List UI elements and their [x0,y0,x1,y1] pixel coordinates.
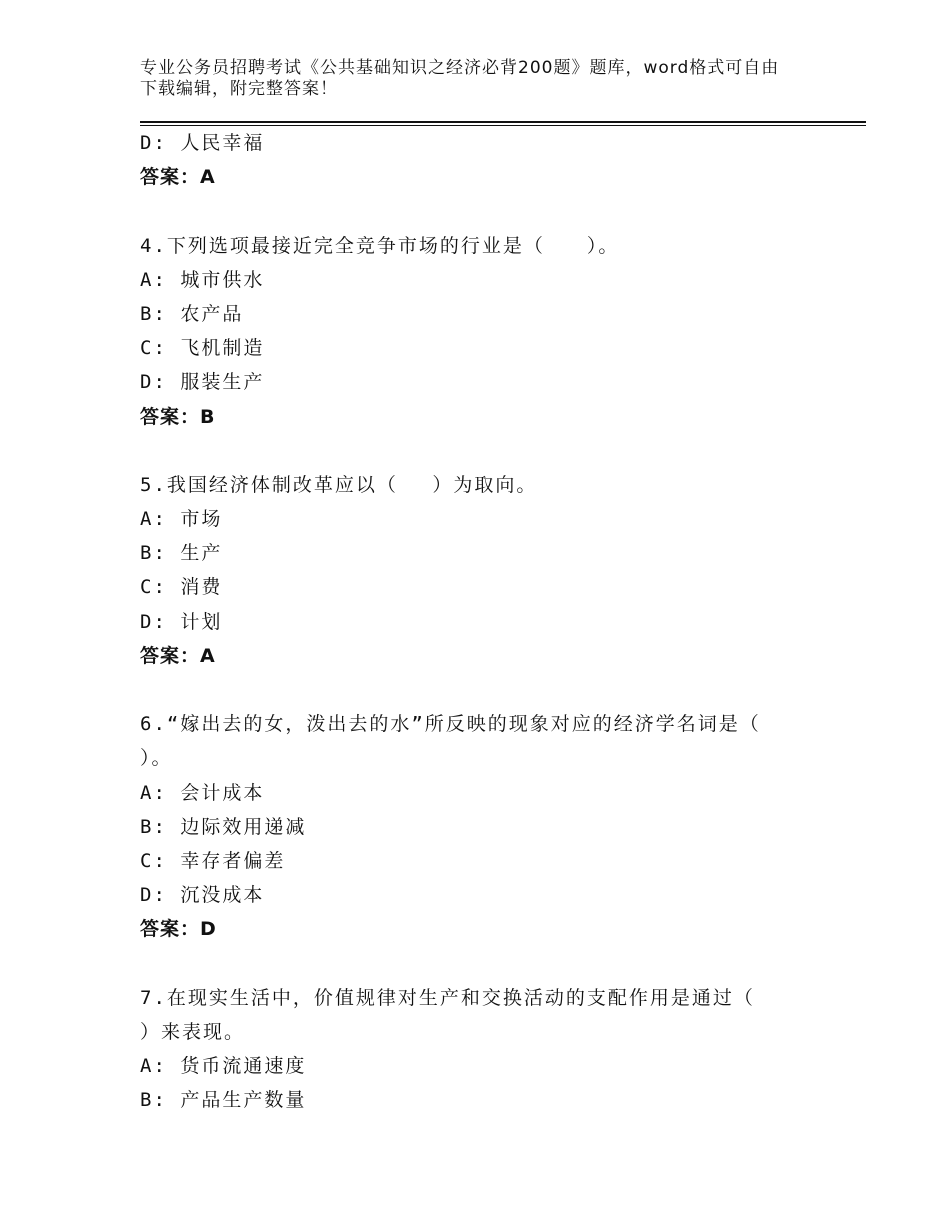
option-d: D: 服装生产 [140,371,265,394]
question-7 [140,981,840,1118]
question-stem: 6.“嫁出去的女，泼出去的水”所反映的现象对应的经济学名词是（ [140,713,761,736]
option-d: D: 计划 [140,610,223,633]
question-stem-continued: ）来表现。 [140,1020,246,1043]
option-a: A: 市场 [140,508,223,531]
option-c: C: 幸存者偏差 [140,849,286,872]
answer: 答案：A [140,166,216,189]
option-a: A: 货币流通速度 [140,1055,307,1078]
document-header [140,58,830,100]
question-stem: 4.下列选项最接近完全竞争市场的行业是（ ）。 [140,234,620,257]
option-d: D: 沉没成本 [140,884,265,907]
spacer [140,673,840,707]
option-a: A: 会计成本 [140,781,265,804]
question-stem: 5.我国经济体制改革应以（ ）为取向。 [140,473,538,496]
question-5 [140,468,840,673]
question-stem: 7.在现实生活中，价值规律对生产和交换活动的支配作用是通过（ [140,986,755,1009]
spacer [140,947,840,981]
option-b: B: 边际效用递减 [140,815,307,838]
question-4 [140,229,840,434]
question-list [140,126,840,1117]
answer: 答案：D [140,918,217,941]
option-d: D: 人民幸福 [140,132,265,154]
answer: 答案：B [140,405,216,428]
header-line-1: 专业公务员招聘考试《公共基础知识之经济必背200题》题库，word格式可自由 [140,58,780,78]
header-divider-thick [140,121,866,123]
option-a: A: 城市供水 [140,268,265,291]
header-line-2: 下载编辑，附完整答案！ [140,79,338,99]
option-c: C: 飞机制造 [140,337,265,360]
question-3-tail [140,126,840,194]
answer: 答案：A [140,644,216,667]
option-c: C: 消费 [140,576,223,599]
spacer [140,194,840,228]
spacer [140,434,840,468]
question-6 [140,707,840,946]
option-b: B: 生产 [140,542,223,565]
option-b: B: 农产品 [140,302,244,325]
option-b: B: 产品生产数量 [140,1089,307,1112]
question-stem-continued: ）。 [140,747,173,770]
